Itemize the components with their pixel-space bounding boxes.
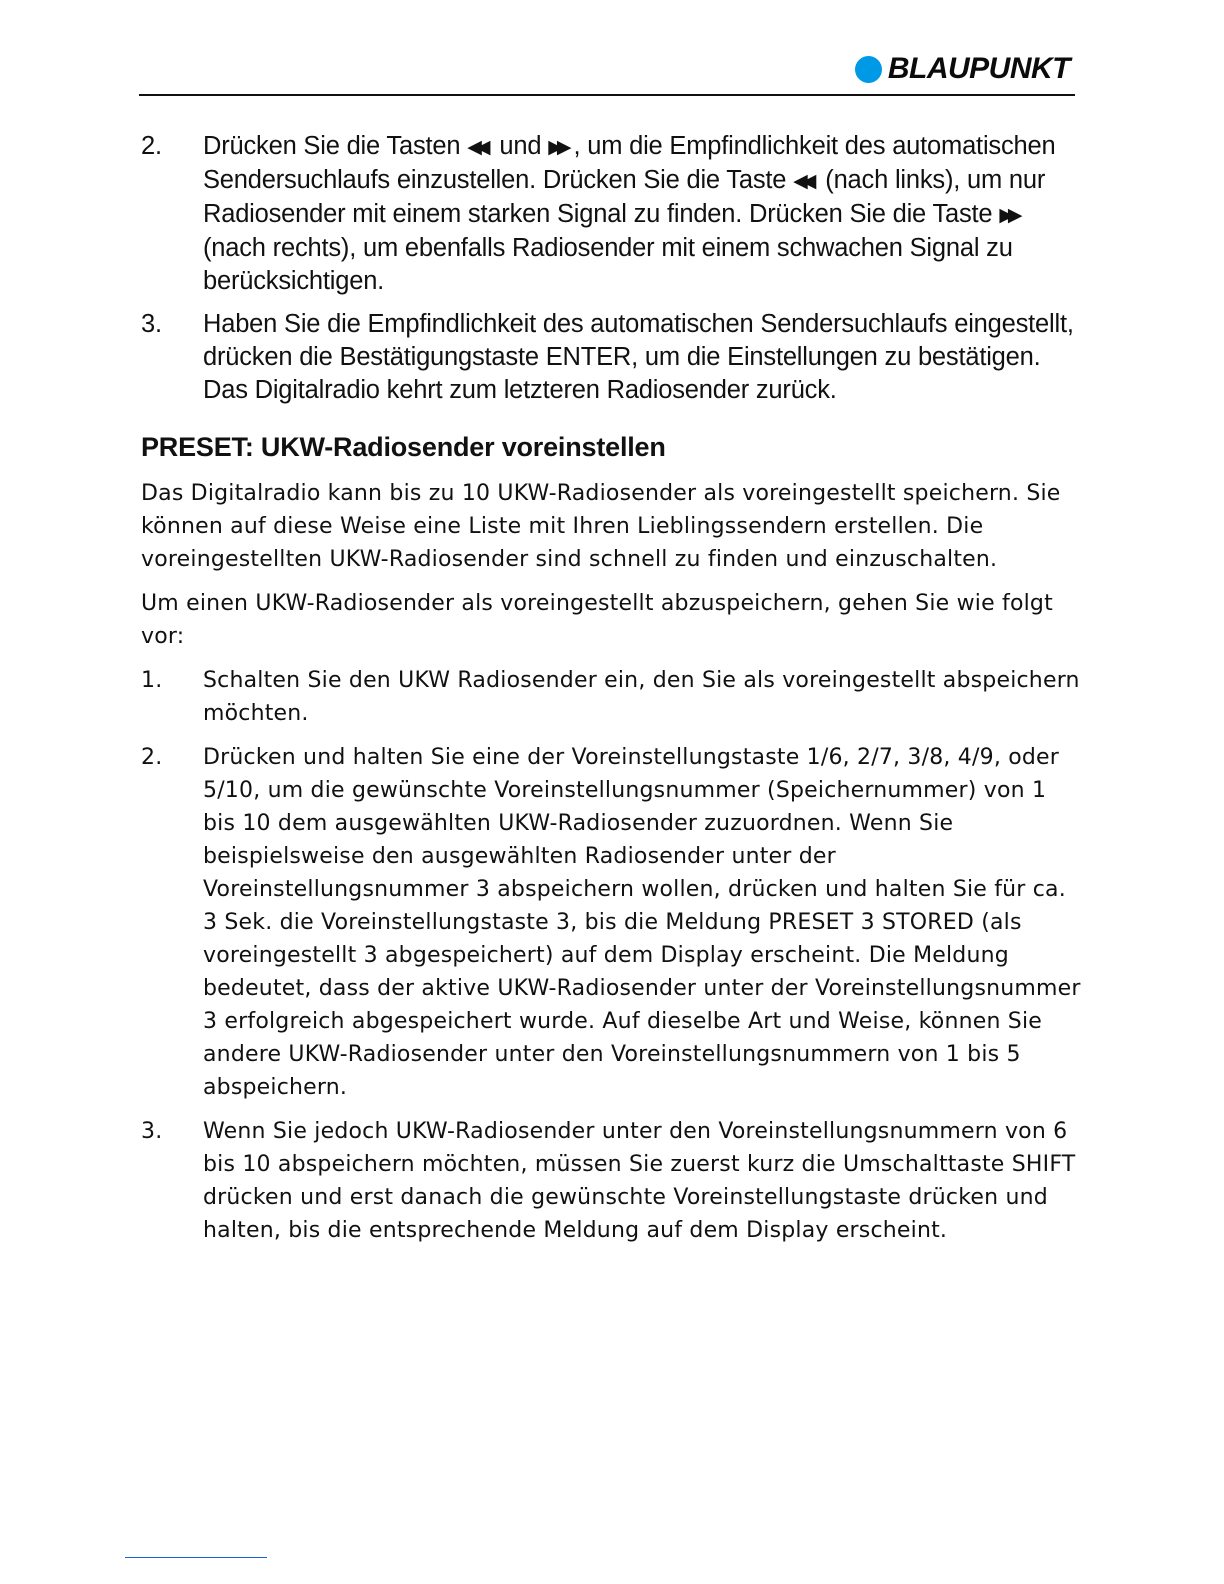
brand-logo — [855, 52, 1070, 86]
fast-forward-icon: ▶▶ — [548, 136, 566, 158]
footer-link-underline[interactable] — [125, 1557, 267, 1558]
list-item — [141, 741, 1081, 1104]
text-segment: (nach links), um nur Radiosender mit einem starken Signal zu finden. Drücken Sie die Taste — [203, 166, 1046, 228]
list-item — [141, 308, 1081, 407]
list-number: 1. — [141, 668, 163, 693]
text-segment: und — [492, 132, 549, 160]
brand-name: BLAUPUNKT — [887, 52, 1070, 85]
lead-paragraph: Um einen UKW-Radiosender als voreingestellt abzuspeichern, gehen Sie wie folgt vor: — [141, 591, 1053, 649]
list-number: 2. — [141, 132, 162, 160]
header-divider — [139, 94, 1075, 96]
intro-paragraph: Das Digitalradio kann bis zu 10 UKW-Radiosender als voreingestellt speichern. Sie können auf diese Weise eine Liste mit Ihren Lieblingssendern erstellen. Die voreingestellten UKW-Radiosender sind schnell zu finden und einzuschalten. — [141, 481, 1061, 572]
section-heading: PRESET: UKW-Radiosender voreinstellen — [141, 432, 666, 462]
text-segment: (nach rechts), um ebenfalls Radiosender mit einem schwachen Signal zu berücksichtigen. — [203, 234, 1013, 295]
list-number: 2. — [141, 745, 163, 770]
list-text: Haben Sie die Empfindlichkeit des automatischen Sendersuchlaufs eingestellt, drücken die Bestätigungstaste ENTER, um die Einstellungen zu bestätigen. Das Digitalradio kehrt zum letzteren Radiosender zurück. — [203, 310, 1074, 404]
list-text: Schalten Sie den UKW Radiosender ein, den Sie als voreingestellt abspeichern möchten. — [203, 668, 1080, 726]
list-text: Wenn Sie jedoch UKW-Radiosender unter den Voreinstellungsnummern von 6 bis 10 abspeichern möchten, müssen Sie zuerst kurz die Umschalttaste SHIFT drücken und erst danach die gewünschte Voreinstellungstaste drücken und halten, bis die entsprechende Meldung auf dem Display erscheint. — [203, 1119, 1076, 1243]
list-number: 3. — [141, 1119, 163, 1144]
list-text — [203, 130, 1081, 298]
list-item — [141, 664, 1081, 730]
text-segment: Drücken Sie die Tasten — [203, 132, 468, 160]
list-item — [141, 130, 1081, 298]
list-item — [141, 1115, 1081, 1247]
brand-dot-icon — [855, 56, 882, 83]
text-segment: , um die Empfindlichkeit des automatischen Sendersuchlaufs einzustellen. Drücken Sie die Taste — [203, 132, 1056, 194]
list-text: Drücken und halten Sie eine der Voreinstellungstaste 1/6, 2/7, 3/8, 4/9, oder 5/10, um die gewünschte Voreinstellungsnummer (Speichernummer) von 1 bis 10 dem ausgewählten UKW-Radiosender zuzuordnen. Wenn Sie beispielsweise den ausgewählten Radiosender unter der Voreinstellungsnummer 3 abspeichern wollen, drücken und halten Sie für ca. 3 Sek. die Voreinstellungstaste 3, bis die Meldung PRESET 3 STORED (als voreingestellt 3 abgespeichert) auf dem Display erscheint. Die Meldung bedeutet, dass der aktive UKW-Radiosender unter der Voreinstellungsnummer 3 erfolgreich abgespeichert wurde. Auf dieselbe Art und Weise, können Sie andere UKW-Radiosender unter den Voreinstellungsnummern von 1 bis 5 abspeichern. — [203, 745, 1081, 1100]
page-content — [141, 130, 1081, 1247]
rewind-icon: ◀◀ — [793, 170, 811, 192]
list-number: 3. — [141, 310, 162, 338]
rewind-icon: ◀◀ — [467, 136, 485, 158]
fast-forward-icon: ▶▶ — [999, 204, 1017, 226]
